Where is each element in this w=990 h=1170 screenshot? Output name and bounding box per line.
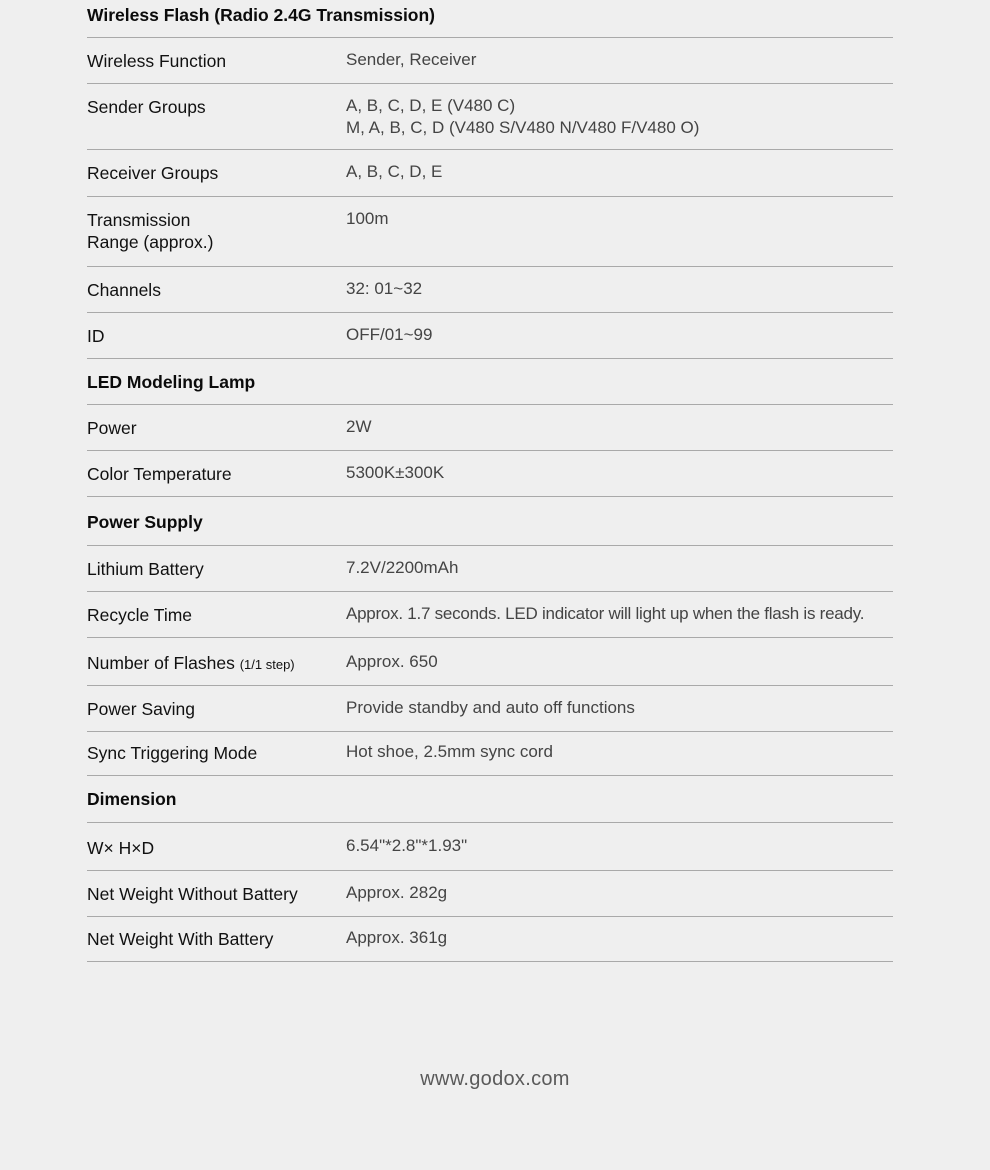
- spec-label-line: Range (approx.): [87, 232, 214, 252]
- spec-value: Approx. 1.7 seconds. LED indicator will light up when the flash is ready.: [346, 604, 865, 623]
- spec-row-wireless-function: [87, 38, 893, 84]
- section-title: Dimension: [87, 789, 177, 809]
- spec-label: Lithium Battery: [87, 559, 204, 579]
- section-header-led-modeling-lamp: [87, 359, 893, 405]
- spec-label: Wireless Function: [87, 51, 227, 71]
- spec-label: Recycle Time: [87, 605, 193, 625]
- section-header-wireless-flash: [87, 0, 893, 38]
- spec-label: Net Weight With Battery: [87, 929, 274, 949]
- spec-value: Approx. 361g: [346, 928, 448, 947]
- spec-row-receiver-groups: [87, 150, 893, 197]
- spec-label: Power: [87, 418, 137, 438]
- spec-value: 5300K±300K: [346, 463, 445, 482]
- spec-row-sender-groups: [87, 84, 893, 150]
- spec-label: [87, 209, 337, 253]
- section-title: Wireless Flash (Radio 2.4G Transmission): [87, 5, 436, 25]
- spec-value: Sender, Receiver: [346, 50, 477, 69]
- spec-value-line: A, B, C, D, E (V480 C): [346, 96, 516, 115]
- spec-label: Net Weight Without Battery: [87, 884, 298, 904]
- spec-value: Hot shoe, 2.5mm sync cord: [346, 742, 553, 761]
- spec-label: Receiver Groups: [87, 163, 219, 183]
- spec-value: [346, 95, 916, 139]
- spec-row-color-temperature: [87, 451, 893, 497]
- spec-row-lithium-battery: [87, 546, 893, 592]
- spec-row-channels: [87, 267, 893, 313]
- spec-value: OFF/01~99: [346, 325, 433, 344]
- spec-row-net-weight-with-battery: [87, 917, 893, 962]
- spec-value: Approx. 650: [346, 652, 438, 671]
- spec-label: [87, 652, 337, 676]
- spec-value-line: M, A, B, C, D (V480 S/V480 N/V480 F/V480 O): [346, 118, 700, 137]
- spec-row-power: [87, 405, 893, 451]
- spec-value: Approx. 282g: [346, 883, 448, 902]
- section-title: Power Supply: [87, 512, 203, 532]
- spec-label: ID: [87, 326, 105, 346]
- section-header-power-supply: [87, 497, 893, 546]
- spec-value: 32: 01~32: [346, 279, 423, 298]
- spec-label: Color Temperature: [87, 464, 232, 484]
- spec-value: 7.2V/2200mAh: [346, 558, 459, 577]
- spec-row-net-weight-without-battery: [87, 871, 893, 917]
- spec-label-line: Transmission: [87, 210, 191, 230]
- spec-row-recycle-time: [87, 592, 893, 638]
- spec-row-sync-triggering-mode: [87, 732, 893, 776]
- spec-label-note: (1/1 step): [239, 657, 295, 672]
- section-header-dimension: [87, 776, 893, 823]
- spec-row-transmission-range: [87, 197, 893, 267]
- spec-table: [87, 0, 893, 962]
- spec-value: 6.54"*2.8"*1.93": [346, 836, 468, 855]
- spec-label: W× H×D: [87, 838, 155, 858]
- spec-label: Sender Groups: [87, 97, 206, 117]
- spec-label-text: Number of Flashes: [87, 653, 235, 673]
- spec-label: Channels: [87, 280, 161, 300]
- spec-value: Provide standby and auto off functions: [346, 698, 635, 717]
- spec-label: Power Saving: [87, 699, 195, 719]
- footer-website-url: www.godox.com: [420, 1068, 570, 1090]
- spec-row-dimensions: [87, 823, 893, 871]
- spec-value: 100m: [346, 209, 389, 228]
- spec-row-number-of-flashes: [87, 638, 893, 686]
- spec-row-power-saving: [87, 686, 893, 732]
- spec-label: Sync Triggering Mode: [87, 743, 258, 763]
- spec-value: A, B, C, D, E: [346, 162, 443, 181]
- spec-row-id: [87, 313, 893, 359]
- spec-value: 2W: [346, 417, 372, 436]
- section-title: LED Modeling Lamp: [87, 372, 256, 392]
